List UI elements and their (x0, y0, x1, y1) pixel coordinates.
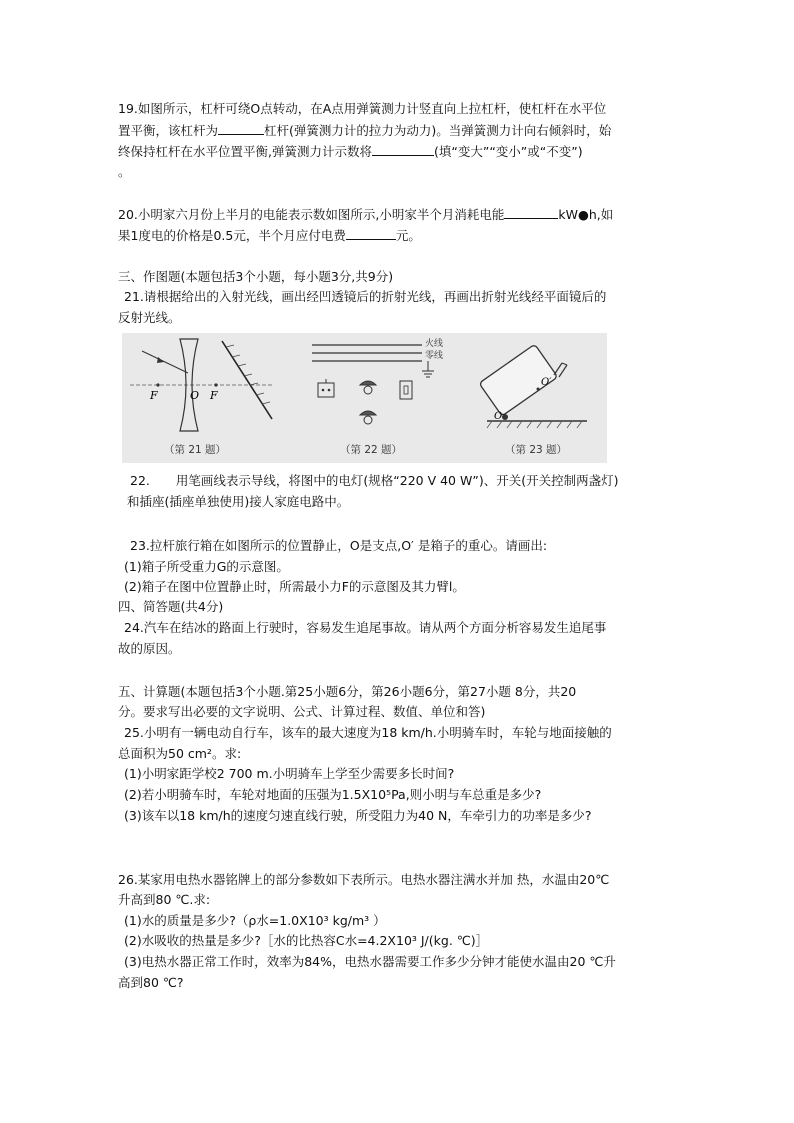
q20-text-d: 元。 (395, 228, 421, 243)
q23-line2: (1)箱子所受重力G的示意图。 (124, 559, 289, 574)
q19-blank-2[interactable] (372, 141, 434, 156)
wheel-pivot (502, 414, 508, 420)
q19-text-b: 杠杆(弹簧测力计的拉力为动力)。当弹簧测力计向右倾斜时，始 (264, 123, 612, 138)
q20-blank-2[interactable] (346, 225, 396, 240)
q26-sub3-line2: 高到80 ℃? (118, 975, 184, 990)
q22-number: 22. (130, 473, 150, 488)
q20-text-c: 果1度电的价格是0.5元，半个月应付电费 (118, 228, 346, 243)
q19-line2 (118, 120, 688, 141)
q25-line1: 25.小明有一辆电动自行车，该车的最大速度为18 km/h.小明骑车时，车轮与地面接触的 (124, 725, 612, 740)
section5-heading-2: 分。要求写出必要的文字说明、公式、计算过程、数值、单位和答) (118, 704, 486, 719)
fig21-caption: （第 21 题） (164, 444, 227, 456)
fig23-diagram (479, 344, 587, 456)
fig21-diagram (130, 339, 272, 456)
fig22-label-live: 火线 (425, 339, 444, 349)
q26-line2: 升高到80 ℃.求: (118, 892, 211, 907)
concave-lens-shape (180, 339, 198, 431)
q20-line1 (118, 204, 688, 225)
q20-text-a: 20.小明家六月份上半月的电能表示数如图所示,小明家半个月消耗电能 (118, 207, 505, 222)
q20-line2 (118, 225, 688, 246)
fig21-label-o: O (190, 389, 200, 402)
fig22-caption: （第 22 题） (340, 444, 403, 456)
fig23-label-o: O (494, 411, 503, 422)
q19-text-c: 终保持杠杆在水平位置平衡,弹簧测力计示数将 (118, 144, 372, 159)
q24-line1: 24.汽车在结冰的路面上行驶时，容易发生追尾事故。请从两个方面分析容易发生追尾事 (124, 620, 607, 635)
q24-line2: 故的原因。 (118, 641, 181, 656)
q25-sub1: (1)小明家距学校2 700 m.小明骑车上学至少需要多长时间? (124, 766, 455, 781)
q23-line3: (2)箱子在图中位置静止时，所需最小力F的示意图及其力臂l。 (124, 579, 465, 594)
q20-text-b: kW●h,如 (558, 207, 614, 222)
section5-heading-1: 五、计算题(本题包括3个小题.第25小题6分，第26小题6分，第27小题 8分，共20 (118, 684, 577, 699)
q26-sub1: (1)水的质量是多少?（ρ水=1.0X10³ kg/m³ ） (124, 913, 386, 928)
q22-text: 用笔画线表示导线，将图中的电灯(规格“220 V 40 W”)、开关(开关控制两盏灯) (175, 473, 619, 488)
figures-strip (122, 333, 607, 463)
q19-blank-1[interactable] (218, 120, 264, 135)
q22-line1 (130, 470, 700, 491)
lamp-1-symbol (360, 381, 376, 385)
q21-line2: 反射光线。 (118, 310, 181, 325)
luggage-handle (554, 363, 562, 375)
fig22-label-neutral: 零线 (425, 351, 444, 361)
q19-line1: 19.如图所示，杠杆可绕O点转动，在A点用弹簧测力计竖直向上拉杠杆，使杠杆在水平位 (118, 101, 607, 116)
q26-sub2: (2)水吸收的热量是多少?［水的比热容C水=4.2X10³ J/(kg. ℃)］ (124, 933, 489, 948)
q25-line2: 总面积为50 cm²。求: (118, 746, 242, 761)
q19-text-a: 置平衡，该杠杆为 (118, 123, 219, 138)
q22-line2: 和插座(插座单独使用)接人家庭电路中。 (127, 494, 350, 509)
q23-line1: 23.拉杆旅行箱在如图所示的位置静止，O是支点,O′ 是箱子的重心。请画出: (130, 538, 548, 553)
q26-sub3-line1: (3)电热水器正常工作时，效率为84%，电热水器需要工作多少分钟才能使水温由20 ℃升 (124, 954, 616, 969)
fig22-diagram (312, 337, 443, 456)
section3-heading: 三、作图题(本题包括3个小题，每小题3分,共9分) (118, 269, 394, 284)
q20-blank-1[interactable] (504, 204, 558, 219)
q19-line3 (118, 141, 688, 162)
switch-symbol (400, 381, 412, 399)
q19-line4: 。 (118, 164, 131, 179)
fig21-label-f-right: F (210, 389, 218, 402)
q26-line1: 26.某家用电热水器铭牌上的部分参数如下表所示。电热水器注满水并加 热，水温由20℃ (118, 872, 610, 887)
socket-symbol (318, 383, 334, 397)
section4-heading: 四、简答题(共4分) (118, 599, 224, 614)
figures-svg (122, 333, 607, 463)
q19-text-d: (填“变大”“变小”或“不变”) (433, 144, 583, 159)
fig23-label-o-prime: O′ (541, 377, 552, 388)
fig23-caption: （第 23 题） (505, 444, 568, 456)
lamp-2-symbol (360, 411, 376, 415)
plane-mirror (222, 341, 272, 419)
q25-sub2: (2)若小明骑车时，车轮对地面的压强为1.5X10⁵Pa,则小明与车总重是多少? (124, 787, 542, 802)
q25-sub3: (3)该车以18 km/h的速度匀速直线行驶，所受阻力为40 N，车牵引力的功率是多少? (124, 808, 592, 823)
q21-line1: 21.请根据给出的入射光线，画出经凹透镜后的折射光线，再画出折射光线经平面镜后的 (124, 289, 607, 304)
incident-ray (142, 351, 188, 373)
fig21-label-f-left: F (150, 389, 158, 402)
